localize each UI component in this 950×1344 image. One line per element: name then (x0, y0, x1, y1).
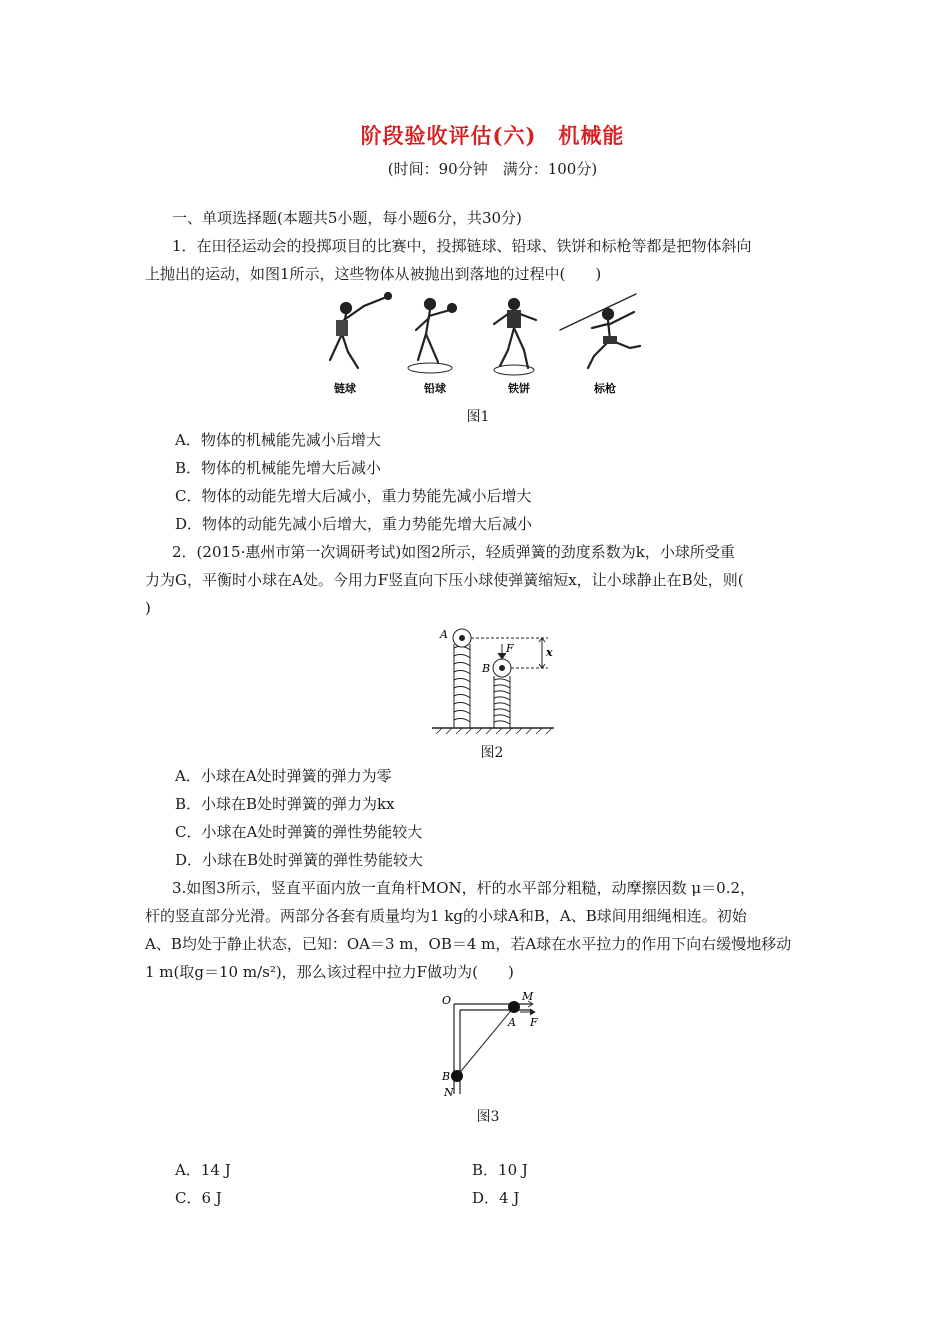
label-b: B (482, 662, 491, 675)
q3-stem-line2: 杆的竖直部分光滑。两部分各套有质量均为1 kg的小球A和B，A、B球间用细绳相连。初始 (145, 907, 747, 925)
q1-option-c[interactable]: C．物体的动能先增大后减小，重力势能先减小后增大 (175, 487, 532, 505)
section-heading: 一、单项选择题(本题共5小题，每小题6分，共30分) (172, 209, 522, 227)
label-x: x (546, 646, 553, 659)
label-a: A (440, 628, 448, 641)
q3-option-b[interactable]: B．10 J (472, 1161, 528, 1179)
q2-stem-line3: ) (145, 599, 151, 617)
label-n: N (444, 1086, 454, 1099)
q2-stem-line1: 2．(2015·惠州市第一次调研考试)如图2所示，轻质弹簧的劲度系数为k，小球所受重 (172, 543, 735, 561)
q1-stem-line2: 上抛出的运动，如图1所示，这些物体从被抛出到落地的过程中( ) (145, 265, 602, 283)
q3-option-d[interactable]: D．4 J (472, 1189, 520, 1207)
rod-outer (454, 1004, 532, 1094)
ball-a (508, 1001, 520, 1013)
label-discus: 铁饼 (508, 382, 530, 395)
spring-b (494, 676, 510, 728)
label-shot: 铅球 (424, 382, 446, 395)
ball-b (451, 1070, 463, 1082)
figure-3 (440, 990, 560, 1104)
figure-3-caption: 图3 (476, 1109, 500, 1125)
q1-option-d[interactable]: D．物体的动能先减小后增大，重力势能先增大后减小 (175, 515, 533, 533)
q3-stem-line3: A、B均处于静止状态，已知：OA＝3 m，OB＝4 m，若A球在水平拉力的作用下向右缓慢地移动 (145, 935, 792, 953)
q1-option-b[interactable]: B．物体的机械能先增大后减小 (175, 459, 382, 477)
discus-thrower-figure (494, 299, 536, 375)
q3-stem-line1: 3.如图3所示，竖直平面内放一直角杆MON，杆的水平部分粗糙，动摩擦因数 μ＝0.2， (172, 879, 756, 897)
page-title: 阶段验收评估(六) 机械能 (360, 123, 625, 148)
hammer-thrower-figure (330, 293, 391, 368)
label-hammer: 链球 (334, 382, 356, 395)
q1-option-a[interactable]: A．物体的机械能先减小后增大 (175, 431, 381, 449)
label-a: A (508, 1016, 516, 1029)
q3-stem-line4: 1 m(取g＝10 m/s²)，那么该过程中拉力F做功为( ) (145, 963, 514, 981)
label-o: O (442, 994, 452, 1007)
figure-1 (318, 290, 658, 400)
q3-option-a[interactable]: A．14 J (175, 1161, 231, 1179)
q2-option-a[interactable]: A．小球在A处时弹簧的弹力为零 (175, 767, 392, 785)
figure-2 (432, 624, 562, 734)
label-b: B (442, 1070, 451, 1083)
figure-1-caption: 图1 (466, 409, 490, 425)
page-subtitle: (时间：90分钟 满分：100分) (387, 160, 598, 178)
q2-option-d[interactable]: D．小球在B处时弹簧的弹性势能较大 (175, 851, 424, 869)
q2-stem-line2: 力为G，平衡时小球在A处。今用力F竖直向下压小球使弹簧缩短x，让小球静止在B处，则( (145, 571, 744, 589)
rod-inner (460, 1010, 532, 1094)
shot-putter-figure (408, 299, 456, 373)
q2-option-c[interactable]: C．小球在A处时弹簧的弹性势能较大 (175, 823, 423, 841)
label-javelin: 标枪 (594, 382, 616, 395)
q1-stem-line1: 1．在田径运动会的投掷项目的比赛中，投掷链球、铅球、铁饼和标枪等都是把物体斜向 (172, 237, 752, 255)
label-m: M (522, 990, 534, 1003)
label-f: F (530, 1016, 538, 1029)
string (457, 1007, 514, 1076)
javelin-thrower-figure (560, 294, 640, 368)
q2-option-b[interactable]: B．小球在B处时弹簧的弹力为kx (175, 795, 395, 813)
q3-option-c[interactable]: C．6 J (175, 1189, 222, 1207)
label-f: F (506, 642, 514, 655)
spring-a (454, 644, 470, 728)
figure-2-caption: 图2 (480, 745, 504, 761)
